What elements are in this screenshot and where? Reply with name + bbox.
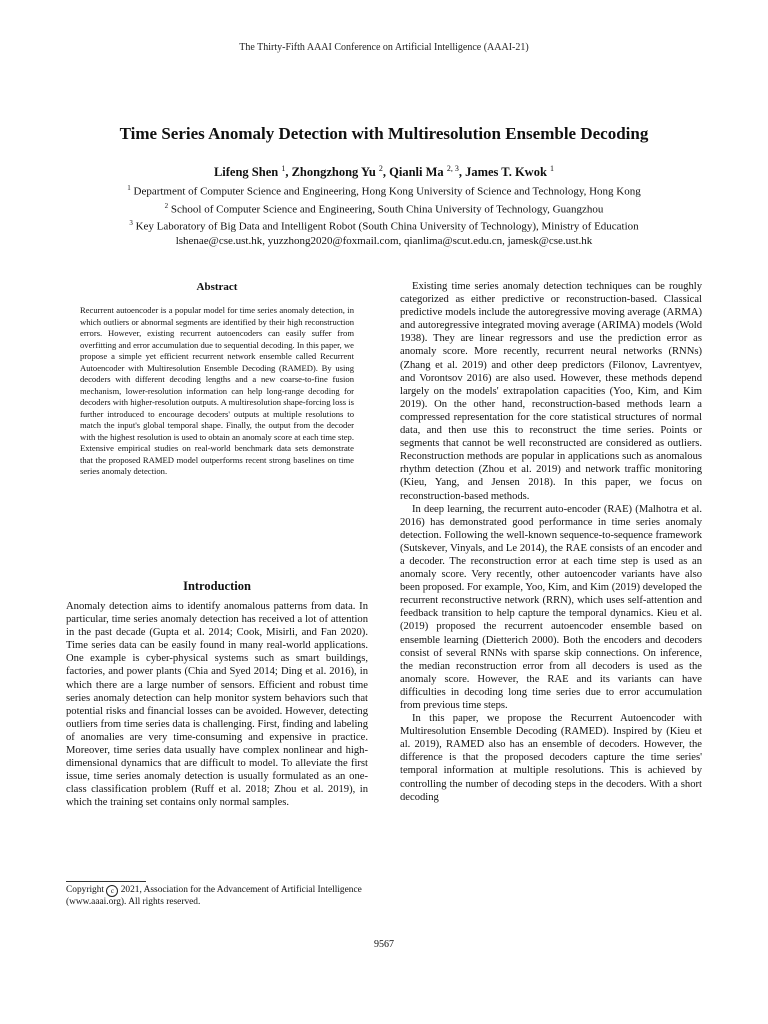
- page-number: 9567: [374, 939, 394, 950]
- affiliation-text: School of Computer Science and Engineering, South China University of Technology, Guangzhou: [168, 203, 604, 216]
- author-affiliation-mark: 2, 3: [446, 164, 459, 173]
- author-separator: ,: [458, 165, 466, 180]
- body-paragraph: Existing time series anomaly detection techniques can be roughly categorized as either predictive or reconstruction-based. Classical predictive models include the autoregressive moving average (ARMA) and autoregressive integrated moving average (ARIMA) models (Wold 1938). They are linear regressors and use the prediction error as anomaly score. More recently, recurrent neural networks (RNNs) (Zhang et al. 2019) and other deep predictors (Filonov, Lavrentyev, and Vorontsov 2016) are also used. However, these methods depend largely on the models' extrapolation capacities (Yoo, Kim, and Kim 2019). On the other hand, reconstruction-based methods learn a compressed representation for the core statistical structures of normal data, and then use this to reconstruct the time series. Points or segments that cannot be well reconstructed are considered as outliers. Reconstruction methods are popular in applications such as anomalous rhythm detection (Zhou et al. 2019) and network traffic monitoring (Kieu, Yang, and Jensen 2018). In this paper, we focus on reconstruction-based methods.: [400, 281, 702, 502]
- affiliation-text: Key Laboratory of Big Data and Intelligent Robot (South China University of Technology), Ministry of Education: [132, 220, 639, 233]
- author-affiliation-mark: 1: [550, 164, 555, 173]
- email-text: lshenae@cse.ust.hk, yuzzhong2020@foxmail.com, qianlima@scut.edu.cn, jamesk@cse.ust.hk: [175, 234, 593, 247]
- body-paragraph: In this paper, we propose the Recurrent Autoencoder with Multiresolution Ensemble Decoding (RAMED). Inspired by (Kieu et al. 2019), RAMED also has an ensemble of decoders. However, the difference is that the proposed decoders capture the time series' temporal information at multiple resolutions. This is achieved by controlling the number of decoding steps in the decoders. With a short decoding: [400, 713, 702, 803]
- paper-title: Time Series Anomaly Detection with Multiresolution Ensemble Decoding: [119, 124, 649, 143]
- abstract-body: Recurrent autoencoder is a popular model for time series anomaly detection, in which outliers or abnormal segments are identified by their high reconstruction errors. However, existing recurrent autoencoders can easily suffer from overfitting and error accumulation due to sequential decoding. In this paper, we propose a simple yet efficient recurrent network ensemble called Recurrent Autoencoder with Multiresolution Ensemble Decoding (RAMED). By using decoders with different decoding lengths and a new coarse-to-fine fusion mechanism, lower-resolution information can help long-range decoding for decoders with higher-resolution outputs. A multiresolution shape-forcing loss is further introduced to encourage decoders' outputs at multiple resolutions to match the input's global temporal shape. Finally, the output from the decoder with the highest resolution is used to obtain an anomaly score at each time step. Extensive empirical studies on real-world benchmark data sets demonstrate that the proposed RAMED model outperforms recent strong baselines on time series anomaly detection.: [80, 305, 354, 476]
- author-name: Lifeng Shen: [213, 165, 279, 180]
- conference-header: The Thirty-Fifth AAAI Conference on Artificial Intelligence (AAAI-21): [239, 42, 529, 53]
- affiliation-text: Department of Computer Science and Engineering, Hong Kong University of Science and Technology, Hong Kong: [130, 185, 641, 198]
- affiliation-line: [40, 216, 728, 234]
- author-name: Zhongzhong Yu: [291, 165, 376, 180]
- copyright-prefix: Copyright: [66, 885, 107, 895]
- affiliation-list: [40, 181, 728, 248]
- body-paragraph: In deep learning, the recurrent auto-encoder (RAE) (Malhotra et al. 2016) has demonstrated good performance in time series anomaly detection. Following the well-known sequence-to-sequence framework (Sutskever, Vinyals, and Le 2014), the RAE consists of an encoder and a decoder. The reconstruction error at each time step is used as an anomaly score. Very recently, other autoencoder variants have also been proposed. For example, Yoo, Kim, and Kim (2019) developed the recurrent reconstructive network (RRN), which uses self-attention and feedback transition to help capture the temporal dynamics. Kieu et al. (2019) proposed the recurrent autoencoder ensemble based on ensemble learning (Dietterich 2000). Both the encoders and decoders consist of several RNNs with sparse skip connections. On inference, the median reconstruction error from all decoders is used as the anomaly score. However, the RAE and its variants can have difficulties in decoding long time series due to error accumulation from previous time steps.: [400, 503, 702, 711]
- author-affiliation-mark: 1: [281, 164, 286, 173]
- introduction-heading: Introduction: [183, 579, 251, 593]
- right-column: [400, 280, 702, 804]
- author-separator: ,: [285, 165, 292, 180]
- introduction-paragraph: Anomaly detection aims to identify anomalous patterns from data. In particular, time series anomaly detection has received a lot of attention in the past decade (Gupta et al. 2014; Cook, Misirli, and Fan 2020). Time series data can be easily found in many real-world applications. One example is cyber-physical systems such as smart buildings, factories, and power plants (Chia and Syed 2014; Ding et al. 2016), in which there are a large number of sensors. Efficient and robust time series anomaly detection can help monitor system behaviors such that potential risks and financial losses can be avoided. However, detecting outliers from time series data is challenging. First, finding and labeling of anomalies are very time-consuming and expensive in practice. Moreover, time series data usually have complex nonlinear and high-dimensional dynamics that are difficult to model. To alleviate the first issue, time series anomaly detection is usually formulated as an one-class classification problem (Ruff et al. 2018; Zhou et al. 2019), in which the training set contains only normal samples.: [66, 601, 368, 809]
- affiliation-line: [40, 199, 728, 217]
- copyright-text: 2021, Association for the Advancement of Artificial Intelligence (www.aaai.org). All rights reserved.: [66, 885, 362, 907]
- author-list: [40, 160, 728, 181]
- abstract-heading: Abstract: [196, 281, 238, 293]
- footnote-divider: [66, 881, 146, 882]
- copyright-footnote: [66, 885, 368, 909]
- author-separator: ,: [382, 165, 390, 180]
- affiliation-number: 3: [129, 219, 133, 228]
- author-emails: [40, 234, 728, 248]
- author-name: James T. Kwok: [465, 165, 547, 180]
- affiliation-number: 1: [127, 184, 131, 192]
- copyright-icon: c: [106, 885, 118, 897]
- affiliation-number: 2: [164, 201, 169, 210]
- author-name: Qianli Ma: [389, 165, 444, 180]
- author-affiliation-mark: 2: [378, 164, 383, 173]
- affiliation-line: [40, 181, 728, 199]
